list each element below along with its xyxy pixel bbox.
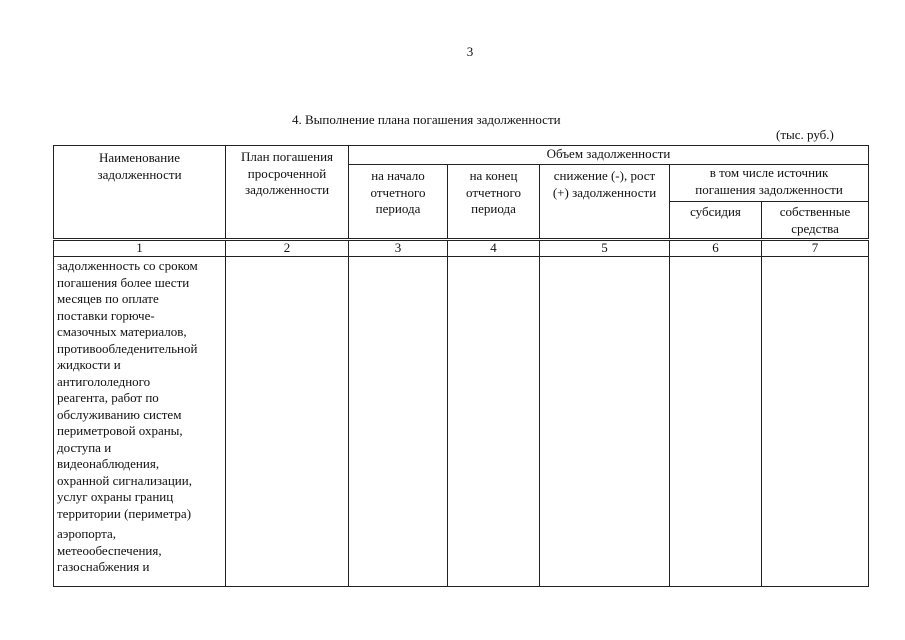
header-debt-change bbox=[540, 165, 670, 240]
header-plan-line: задолженности bbox=[244, 182, 330, 197]
header-own-funds-line: собственные bbox=[779, 204, 851, 219]
period-end-value-cell bbox=[448, 257, 540, 587]
header-source-line: погашения задолженности bbox=[695, 181, 843, 197]
description-line: антигололедного bbox=[57, 373, 151, 389]
column-number: 2 bbox=[226, 240, 349, 257]
description-line: месяцев по оплате bbox=[57, 291, 159, 306]
header-repayment-source bbox=[670, 165, 869, 202]
description-line: реагента, работ по bbox=[57, 390, 159, 405]
description-line: доступа и bbox=[57, 439, 112, 455]
description-line: поставки горюче- bbox=[57, 307, 155, 323]
header-change-line: снижение (-), рост bbox=[553, 168, 656, 183]
debt-description-cell bbox=[54, 257, 226, 587]
header-period-start bbox=[349, 165, 448, 240]
description-line: охранной сигнализации, bbox=[57, 472, 192, 488]
subsidy-value-cell bbox=[670, 257, 762, 587]
section-title: 4. Выполнение плана погашения задолженности bbox=[292, 112, 561, 127]
header-row-1 bbox=[54, 146, 869, 165]
header-period-end bbox=[448, 165, 540, 240]
description-line: аэропорта, bbox=[57, 526, 116, 541]
header-plan-line: План погашения bbox=[240, 149, 334, 164]
column-number: 6 bbox=[670, 240, 762, 257]
debt-repayment-table bbox=[53, 145, 869, 587]
header-change-line: (+) задолженности bbox=[552, 184, 657, 200]
column-number: 4 bbox=[448, 240, 540, 257]
description-line: периметровой охраны, bbox=[57, 423, 183, 438]
column-number: 5 bbox=[540, 240, 670, 257]
period-start-value-cell bbox=[349, 257, 448, 587]
header-plan bbox=[226, 146, 349, 240]
units-label: (тыс. руб.) bbox=[776, 127, 834, 142]
header-name-line: задолженности bbox=[97, 166, 182, 182]
header-end-line: периода bbox=[471, 201, 516, 216]
description-line: смазочных материалов, bbox=[57, 324, 187, 339]
header-source-line: в том числе источник bbox=[709, 165, 829, 180]
description-line: противообледенительной bbox=[57, 340, 198, 356]
description-line: территории (периметра) bbox=[57, 505, 192, 521]
header-end-line: отчетного bbox=[466, 184, 521, 200]
table-row bbox=[54, 257, 869, 587]
column-numbers-row bbox=[54, 240, 869, 257]
header-end-line: на конец bbox=[469, 168, 518, 183]
header-own-funds bbox=[762, 202, 869, 240]
header-subsidy: субсидия bbox=[670, 202, 762, 240]
header-plan-line: просроченной bbox=[247, 165, 327, 181]
page-number: 3 bbox=[466, 44, 474, 59]
description-line: задолженность со сроком bbox=[57, 258, 198, 273]
description-line: видеонаблюдения, bbox=[57, 456, 160, 471]
description-line: метеообеспечения, bbox=[57, 542, 162, 558]
description-line: жидкости и bbox=[57, 357, 121, 372]
header-start-line: периода bbox=[375, 201, 421, 216]
description-line: услуг охраны границ bbox=[57, 489, 174, 504]
overdue-plan-value-cell bbox=[226, 257, 349, 587]
column-number: 1 bbox=[54, 240, 226, 257]
column-number: 3 bbox=[349, 240, 448, 257]
description-line: обслуживанию систем bbox=[57, 406, 182, 422]
column-number: 7 bbox=[762, 240, 869, 257]
description-line: погашения более шести bbox=[57, 274, 190, 290]
header-name-line: Наименование bbox=[99, 150, 180, 165]
header-name bbox=[54, 146, 226, 240]
header-start-line: на начало bbox=[371, 168, 425, 183]
own-funds-value-cell bbox=[762, 257, 869, 587]
header-own-funds-line: средства bbox=[791, 220, 839, 236]
description-line: газоснабжения и bbox=[57, 559, 150, 574]
debt-repayment-table-container bbox=[53, 145, 869, 587]
header-debt-volume: Объем задолженности bbox=[349, 146, 869, 165]
debt-change-value-cell bbox=[540, 257, 670, 587]
header-start-line: отчетного bbox=[370, 184, 426, 200]
